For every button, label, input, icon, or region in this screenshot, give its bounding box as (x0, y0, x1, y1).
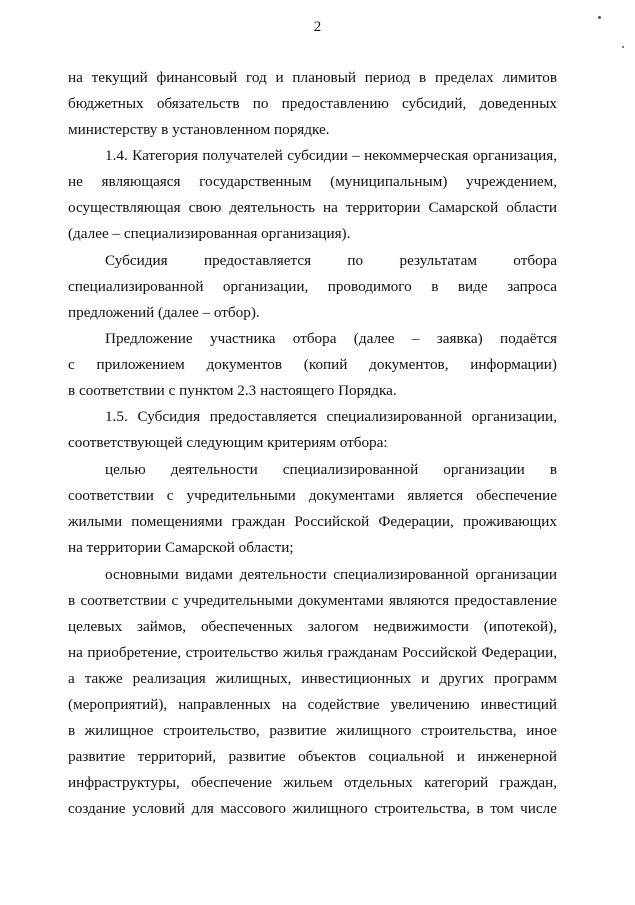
text-line: не являющаяся государственным (муниципальным) учреждением, (68, 173, 557, 190)
text-line: (мероприятий), направленных на содействие увеличению инвестиций (68, 696, 557, 713)
text-line: министерству в установленном порядке. (68, 121, 330, 138)
text-line: специализированной организации, проводимого в виде запроса (68, 278, 557, 295)
text-line: а также реализация жилищных, инвестиционных и других программ (68, 670, 557, 687)
text-line: предложений (далее – отбор). (68, 304, 260, 321)
text-line: соответствующей следующим критериям отбора: (68, 434, 388, 451)
text-line: (далее – специализированная организация). (68, 225, 351, 242)
text-line: развитие территорий, развитие объектов социальной и инженерной (68, 748, 557, 765)
text-line: целевых займов, обеспеченных залогом недвижимости (ипотекой), (68, 618, 557, 635)
scan-speck (598, 16, 601, 19)
text-line: Предложение участника отбора (далее – заявка) подаётся (105, 330, 557, 347)
text-line: бюджетных обязательств по предоставлению субсидий, доведенных (68, 95, 557, 112)
text-line: Субсидия предоставляется по результатам отбора (105, 252, 557, 269)
text-line: осуществляющая свою деятельность на территории Самарской области (68, 199, 557, 216)
text-line: на приобретение, строительство жилья гражданам Российской Федерации, (68, 644, 557, 661)
text-line: с приложением документов (копий документов, информации) (68, 356, 557, 373)
text-line: на территории Самарской области; (68, 539, 294, 556)
text-line: соответствии с учредительными документами является обеспечение (68, 487, 557, 504)
text-line: создание условий для массового жилищного строительства, в том числе (68, 800, 557, 817)
text-line: в соответствии с учредительными документами являются предоставление (68, 592, 557, 609)
text-line: инфраструктуры, обеспечение жильем отдельных категорий граждан, (68, 774, 557, 791)
text-line: целью деятельности специализированной организации в (105, 461, 557, 478)
page-number: 2 (313, 19, 322, 35)
text-line: жилыми помещениями граждан Российской Федерации, проживающих (68, 513, 557, 530)
text-line: в жилищное строительство, развитие жилищного строительства, иное (68, 722, 557, 739)
text-line: 1.4. Категория получателей субсидии – некоммерческая организация, (105, 147, 557, 164)
scan-speck (622, 46, 624, 48)
text-line: основными видами деятельности специализированной организации (105, 566, 557, 583)
text-line: в соответствии с пунктом 2.3 настоящего Порядка. (68, 382, 397, 399)
text-line: 1.5. Субсидия предоставляется специализированной организации, (105, 408, 557, 425)
text-line: на текущий финансовый год и плановый период в пределах лимитов (68, 69, 557, 86)
